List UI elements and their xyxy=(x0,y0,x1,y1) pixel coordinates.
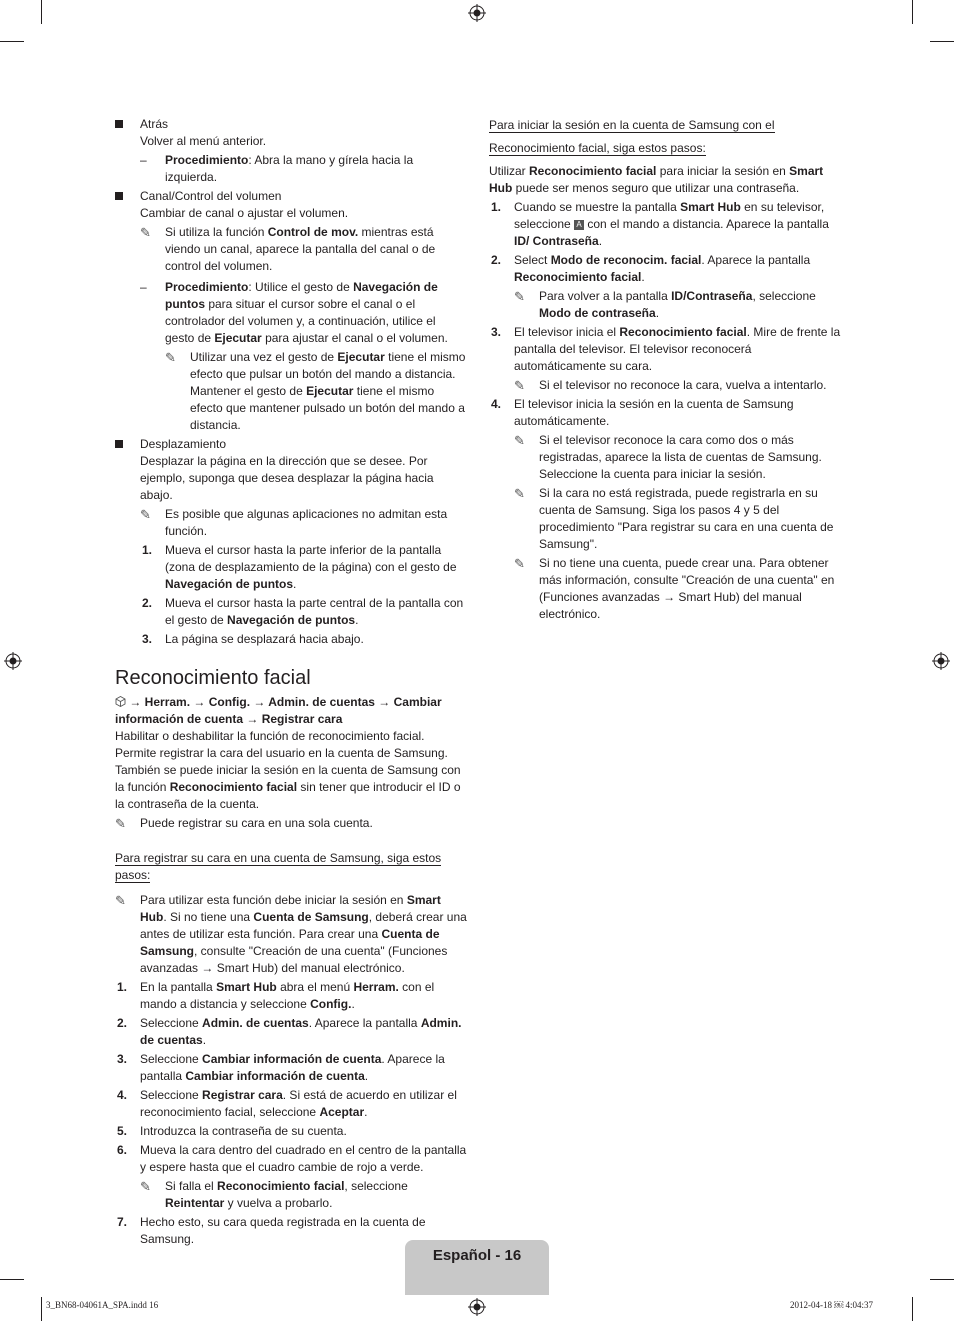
page-number: Español - 16 xyxy=(432,1247,522,1264)
note-item: ✎ Puede registrar su cara en una sola cuenta. xyxy=(115,816,373,831)
bullet-atras xyxy=(115,116,467,133)
pencil-note-icon: ✎ xyxy=(514,289,525,304)
procedure-item: – Procedimiento: Abra la mano y gírela hacia la izquierda. xyxy=(140,153,414,184)
step-item: 5. Introduzca la contraseña de su cuenta. xyxy=(117,1124,347,1138)
step-item: 3. El televisor inicia el Reconocimiento facial. Mire de frente la pantalla del televisor. El televisor reconocerá automáticamente su cara. xyxy=(491,325,841,373)
step-item: 4. Seleccione Registrar cara. Si está de acuerdo en utilizar el reconocimiento facial, seleccione Aceptar. xyxy=(117,1088,457,1119)
step-item: 2. Select Modo de reconocim. facial. Aparece la pantalla Reconocimiento facial. xyxy=(491,253,811,284)
pencil-note-icon: ✎ xyxy=(115,816,126,831)
pencil-note-icon: ✎ xyxy=(514,433,525,448)
crop-mark xyxy=(930,1279,954,1280)
note-item: ✎ Si falla el Reconocimiento facial, seleccione Reintentar y vuelva a probarlo. xyxy=(140,1179,408,1210)
crop-mark xyxy=(912,1297,913,1321)
intro-paragraph: Habilitar o deshabilitar la función de reconocimiento facial. Permite registrar la cara del usuario en la cuenta de Samsung. También se puede iniciar la sesión en la cuenta de Samsung con la función Reconocimiento facial sin tener que introducir el ID o la contraseña de la cuenta. xyxy=(115,729,461,811)
pencil-note-icon: ✎ xyxy=(140,507,151,522)
step-item: 3. Seleccione Cambiar información de cuenta. Aparece la pantalla Cambiar información de cuenta. xyxy=(117,1052,445,1083)
menu-path: → Herram. → Config. → Admin. de cuentas → Cambiar información de cuenta → Registrar cara xyxy=(115,695,442,726)
bullet-desplazamiento xyxy=(115,436,467,453)
pencil-note-icon: ✎ xyxy=(514,556,525,571)
procedure-item: – Procedimiento: Utilice el gesto de Navegación de puntos para situar el cursor sobre el canal o el controlador del volumen y, a continuación, utilice el gesto de Ejecutar para ajustar el canal o el volumen. xyxy=(140,280,448,345)
bullet-text: Volver al menú anterior. xyxy=(140,134,267,148)
note-item: ✎ Para utilizar esta función debe iniciar la sesión en Smart Hub. Si no tiene una Cuenta de Samsung, deberá crear una antes de utilizar esta función. Para crear una Cuenta de Samsung, consulte "Creación de una cuenta" (Funciones avanzadas → Smart Hub) del manual electrónico. xyxy=(115,893,467,975)
footer-file-name: 3_BN68-04061A_SPA.indd 16 xyxy=(46,1300,159,1310)
note-item: ✎ Si la cara no está registrada, puede registrarla en su cuenta de Samsung. Siga los pasos 4 y 5 del procedimiento "Para registrar su cara en una cuenta de Samsung". xyxy=(514,486,834,551)
registration-mark-icon xyxy=(4,652,22,670)
section-heading: Reconocimiento facial xyxy=(115,667,311,689)
note-item: ✎ Si no tiene una cuenta, puede crear una. Para obtener más información, consulte "Creación de una cuenta" en (Funciones avanzadas → Smart Hub) del manual electrónico. xyxy=(514,556,835,621)
square-bullet-icon xyxy=(115,440,123,448)
page-number-tab xyxy=(405,1240,549,1295)
sub-heading: Para registrar su cara en una cuenta de Samsung, siga estos pasos: xyxy=(115,851,442,882)
step-item: 1. Cuando se muestre la pantalla Smart Hub en su televisor, seleccione A con el mando a distancia. Aparece la pantalla ID/ Contraseña. xyxy=(491,200,829,248)
a-button-icon: A xyxy=(574,220,584,230)
bullet-canal-volumen xyxy=(115,188,467,205)
bullet-title: Atrás xyxy=(140,117,169,131)
intro-paragraph: Utilizar Reconocimiento facial para iniciar la sesión en Smart Hub puede ser menos seguro que utilizar una contraseña. xyxy=(489,164,824,195)
menu-cube-icon xyxy=(115,696,126,707)
crop-mark xyxy=(0,41,24,42)
crop-mark xyxy=(912,0,913,24)
crop-mark xyxy=(41,0,42,24)
crop-mark xyxy=(930,41,954,42)
crop-mark xyxy=(0,1279,24,1280)
note-item: ✎ Si el televisor reconoce la cara como dos o más registradas, aparece la lista de cuentas de Samsung. Seleccione la cuenta para iniciar la sesión. xyxy=(514,433,822,481)
sub-heading: Para iniciar la sesión en la cuenta de Samsung con el Reconocimiento facial, siga estos pasos: xyxy=(489,118,775,155)
pencil-note-icon: ✎ xyxy=(115,893,126,908)
bullet-title: Desplazamiento xyxy=(140,437,227,451)
crop-mark xyxy=(41,1297,42,1321)
square-bullet-icon xyxy=(115,192,123,200)
note-item: ✎ Es posible que algunas aplicaciones no admitan esta función. xyxy=(140,507,448,538)
pencil-note-icon: ✎ xyxy=(165,350,176,365)
step-item: 2. Mueva el cursor hasta la parte central de la pantalla con el gesto de Navegación de puntos. xyxy=(142,596,464,627)
registration-mark-icon xyxy=(468,1298,486,1316)
registration-mark-icon xyxy=(468,4,486,22)
registration-mark-icon xyxy=(932,652,950,670)
note-item: ✎ Para volver a la pantalla ID/Contraseña, seleccione Modo de contraseña. xyxy=(514,289,816,320)
pencil-note-icon: ✎ xyxy=(140,225,151,240)
note-item: ✎ Si utiliza la función Control de mov. mientras está viendo un canal, aparece la pantalla del canal o de control del volumen. xyxy=(140,225,436,273)
bullet-title: Canal/Control del volumen xyxy=(140,189,282,203)
bullet-text: Cambiar de canal o ajustar el volumen. xyxy=(140,206,349,220)
note-item: ✎ Si el televisor no reconoce la cara, vuelva a intentarlo. xyxy=(514,378,827,393)
step-item: 7. Hecho esto, su cara queda registrada en la cuenta de Samsung. xyxy=(117,1215,426,1246)
note-item: ✎ Utilizar una vez el gesto de Ejecutar tiene el mismo efecto que pulsar un botón del mando a distancia. Mantener el gesto de Ejecutar tiene el mismo efecto que mantener pulsado un botón del mando a distancia. xyxy=(165,350,466,432)
step-item: 4. El televisor inicia la sesión en la cuenta de Samsung automáticamente. xyxy=(491,397,794,428)
footer-timestamp: 2012-04-18 ￼ 4:04:37 xyxy=(790,1300,873,1310)
step-item: 6. Mueva la cara dentro del cuadrado en el centro de la pantalla y espere hasta que el cuadro cambie de rojo a verde. xyxy=(117,1143,467,1174)
step-item: 2. Seleccione Admin. de cuentas. Aparece la pantalla Admin. de cuentas. xyxy=(117,1016,462,1047)
step-item: 3. La página se desplazará hacia abajo. xyxy=(142,632,364,646)
pencil-note-icon: ✎ xyxy=(140,1179,151,1194)
pencil-note-icon: ✎ xyxy=(514,378,525,393)
left-column xyxy=(115,114,467,1248)
pencil-note-icon: ✎ xyxy=(514,486,525,501)
step-item: 1. Mueva el cursor hasta la parte inferior de la pantalla (zona de desplazamiento de la página) con el gesto de Navegación de puntos. xyxy=(142,543,457,591)
right-column xyxy=(489,114,841,623)
bullet-text: Desplazar la página en la dirección que se desee. Por ejemplo, suponga que desea desplazar la página hacia abajo. xyxy=(140,454,434,502)
step-item: 1. En la pantalla Smart Hub abra el menú Herram. con el mando a distancia y seleccione Config.. xyxy=(117,980,435,1011)
square-bullet-icon xyxy=(115,120,123,128)
